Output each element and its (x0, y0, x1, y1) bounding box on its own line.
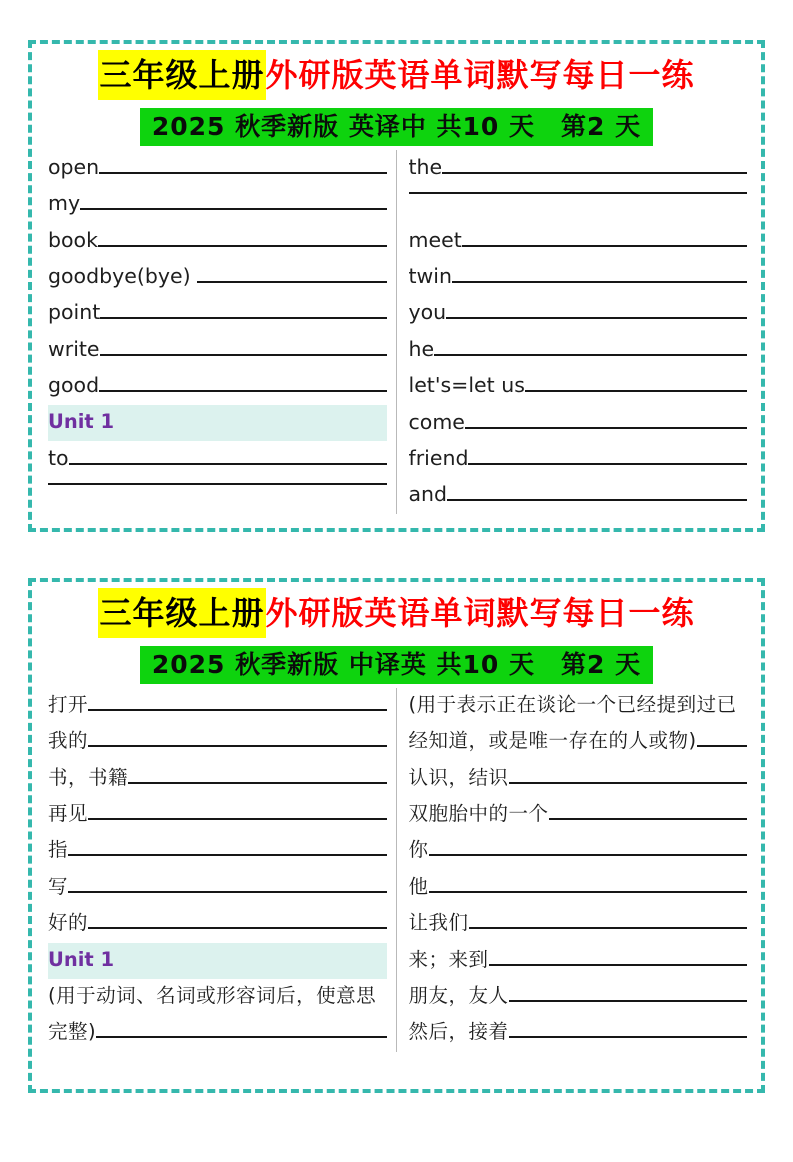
word-list-columns (32, 686, 761, 1052)
word-label: (用于动词、名词或形容词后，使意思 (48, 983, 377, 1007)
title-main-text: 外研版英语单词默写每日一练 (265, 594, 695, 632)
answer-blank-line (465, 427, 747, 429)
word-label: 完整) (48, 1020, 97, 1044)
answer-blank-line (549, 818, 747, 820)
answer-blank-line (452, 281, 747, 283)
word-list-columns (32, 148, 761, 514)
word-row (409, 441, 748, 477)
unit-header-row (48, 405, 387, 441)
word-row (48, 833, 387, 869)
word-label: let's=let us (408, 373, 525, 398)
word-row (48, 441, 387, 477)
word-label: point (48, 300, 101, 325)
word-row (48, 477, 387, 513)
word-row (409, 833, 748, 869)
word-row (409, 332, 748, 368)
unit-label: Unit 1 (48, 947, 115, 971)
answer-blank-line (98, 245, 387, 247)
word-label: write (48, 336, 100, 361)
word-row (409, 405, 748, 441)
word-row (409, 724, 748, 760)
word-label: 书，书籍 (48, 765, 129, 789)
word-row (409, 368, 748, 404)
answer-blank-line (447, 499, 747, 501)
word-label: (用于表示正在谈论一个已经提到过已 (408, 692, 737, 716)
word-label: 朋友，友人 (408, 983, 509, 1007)
word-row (409, 979, 748, 1015)
word-row (48, 1015, 387, 1051)
answer-blank-line (442, 172, 747, 174)
word-row (409, 223, 748, 259)
answer-blank-line (99, 390, 386, 392)
answer-blank-line (489, 964, 747, 966)
word-row (409, 186, 748, 222)
word-label: 来；来到 (408, 947, 489, 971)
word-row (48, 761, 387, 797)
answer-blank-line (100, 317, 386, 319)
word-label: 你 (408, 838, 429, 862)
title-main-text: 外研版英语单词默写每日一练 (265, 56, 695, 94)
answer-blank-line (525, 390, 747, 392)
word-row (48, 688, 387, 724)
subtitle-row (32, 108, 761, 146)
word-label: open (48, 154, 100, 179)
word-row (48, 295, 387, 331)
word-label: he (408, 336, 435, 361)
word-label: 指 (48, 838, 69, 862)
word-label: and (408, 482, 448, 507)
word-label: 他 (408, 874, 429, 898)
answer-blank-line (197, 281, 386, 283)
word-label: 好的 (48, 911, 89, 935)
answer-blank-line (88, 745, 386, 747)
answer-blank-line (509, 1000, 747, 1002)
word-row (48, 906, 387, 942)
word-label: 让我们 (408, 911, 469, 935)
word-row (409, 870, 748, 906)
word-row (409, 150, 748, 186)
word-row (48, 979, 387, 1015)
word-row (409, 761, 748, 797)
answer-blank-line (468, 463, 747, 465)
subtitle-row (32, 646, 761, 684)
word-label: 我的 (48, 729, 89, 753)
word-row (409, 943, 748, 979)
word-row (48, 150, 387, 186)
word-row (48, 368, 387, 404)
answer-blank-line (48, 483, 387, 485)
word-label: 经知道，或是唯一存在的人或物) (408, 729, 697, 753)
answer-blank-line (88, 709, 386, 711)
word-label: book (48, 227, 98, 252)
answer-blank-line (68, 854, 386, 856)
unit-header-row (48, 943, 387, 979)
word-label: 认识，结识 (408, 765, 509, 789)
panel-title (38, 591, 755, 636)
worksheet-page (0, 40, 793, 1093)
word-column-right (397, 150, 748, 514)
word-label: you (408, 300, 447, 325)
word-label: 打开 (48, 692, 89, 716)
word-row (409, 295, 748, 331)
panel-title (38, 53, 755, 98)
word-row (409, 477, 748, 513)
unit-label: Unit 1 (48, 409, 115, 433)
word-column-left (48, 688, 396, 1052)
word-row (48, 332, 387, 368)
answer-blank-line (69, 463, 387, 465)
answer-blank-line (429, 854, 747, 856)
word-row (48, 870, 387, 906)
word-row (48, 223, 387, 259)
word-row (48, 259, 387, 295)
answer-blank-line (434, 354, 747, 356)
answer-blank-line (99, 172, 386, 174)
answer-blank-line (88, 818, 386, 820)
answer-blank-line (88, 927, 386, 929)
word-label: good (48, 373, 100, 398)
worksheet-panel-en-to-cn (28, 40, 765, 532)
answer-blank-line (80, 208, 386, 210)
answer-blank-line (446, 317, 747, 319)
answer-blank-line (429, 891, 747, 893)
title-grade-highlight: 三年级上册 (98, 50, 265, 100)
word-label: my (48, 191, 81, 216)
word-row (409, 906, 748, 942)
word-label: goodbye(bye) (48, 263, 198, 288)
word-row (409, 1015, 748, 1051)
worksheet-panel-cn-to-en (28, 578, 765, 1093)
answer-blank-line (697, 745, 747, 747)
word-label: come (408, 409, 465, 434)
title-grade-highlight: 三年级上册 (98, 588, 265, 638)
answer-blank-line (100, 354, 387, 356)
answer-blank-line (509, 782, 747, 784)
edition-day-banner: 2025 秋季新版 英译中 共10 天 第2 天 (140, 108, 653, 146)
word-label: to (48, 445, 69, 470)
word-row (409, 797, 748, 833)
word-label: friend (408, 445, 469, 470)
answer-blank-line (96, 1036, 386, 1038)
answer-blank-line (409, 192, 748, 194)
answer-blank-line (462, 245, 747, 247)
word-label: the (408, 154, 443, 179)
answer-blank-line (469, 927, 747, 929)
answer-blank-line (68, 891, 386, 893)
word-label: 然后，接着 (408, 1020, 509, 1044)
word-label: meet (408, 227, 462, 252)
word-column-left (48, 150, 396, 514)
word-label: twin (408, 263, 452, 288)
answer-blank-line (128, 782, 386, 784)
word-label: 再见 (48, 801, 89, 825)
edition-day-banner: 2025 秋季新版 中译英 共10 天 第2 天 (140, 646, 653, 684)
word-row (48, 724, 387, 760)
word-row (409, 259, 748, 295)
word-row (48, 797, 387, 833)
word-row (48, 186, 387, 222)
word-row (409, 688, 748, 724)
word-label: 写 (48, 874, 69, 898)
word-label: 双胞胎中的一个 (408, 801, 549, 825)
word-column-right (397, 688, 748, 1052)
answer-blank-line (509, 1036, 747, 1038)
